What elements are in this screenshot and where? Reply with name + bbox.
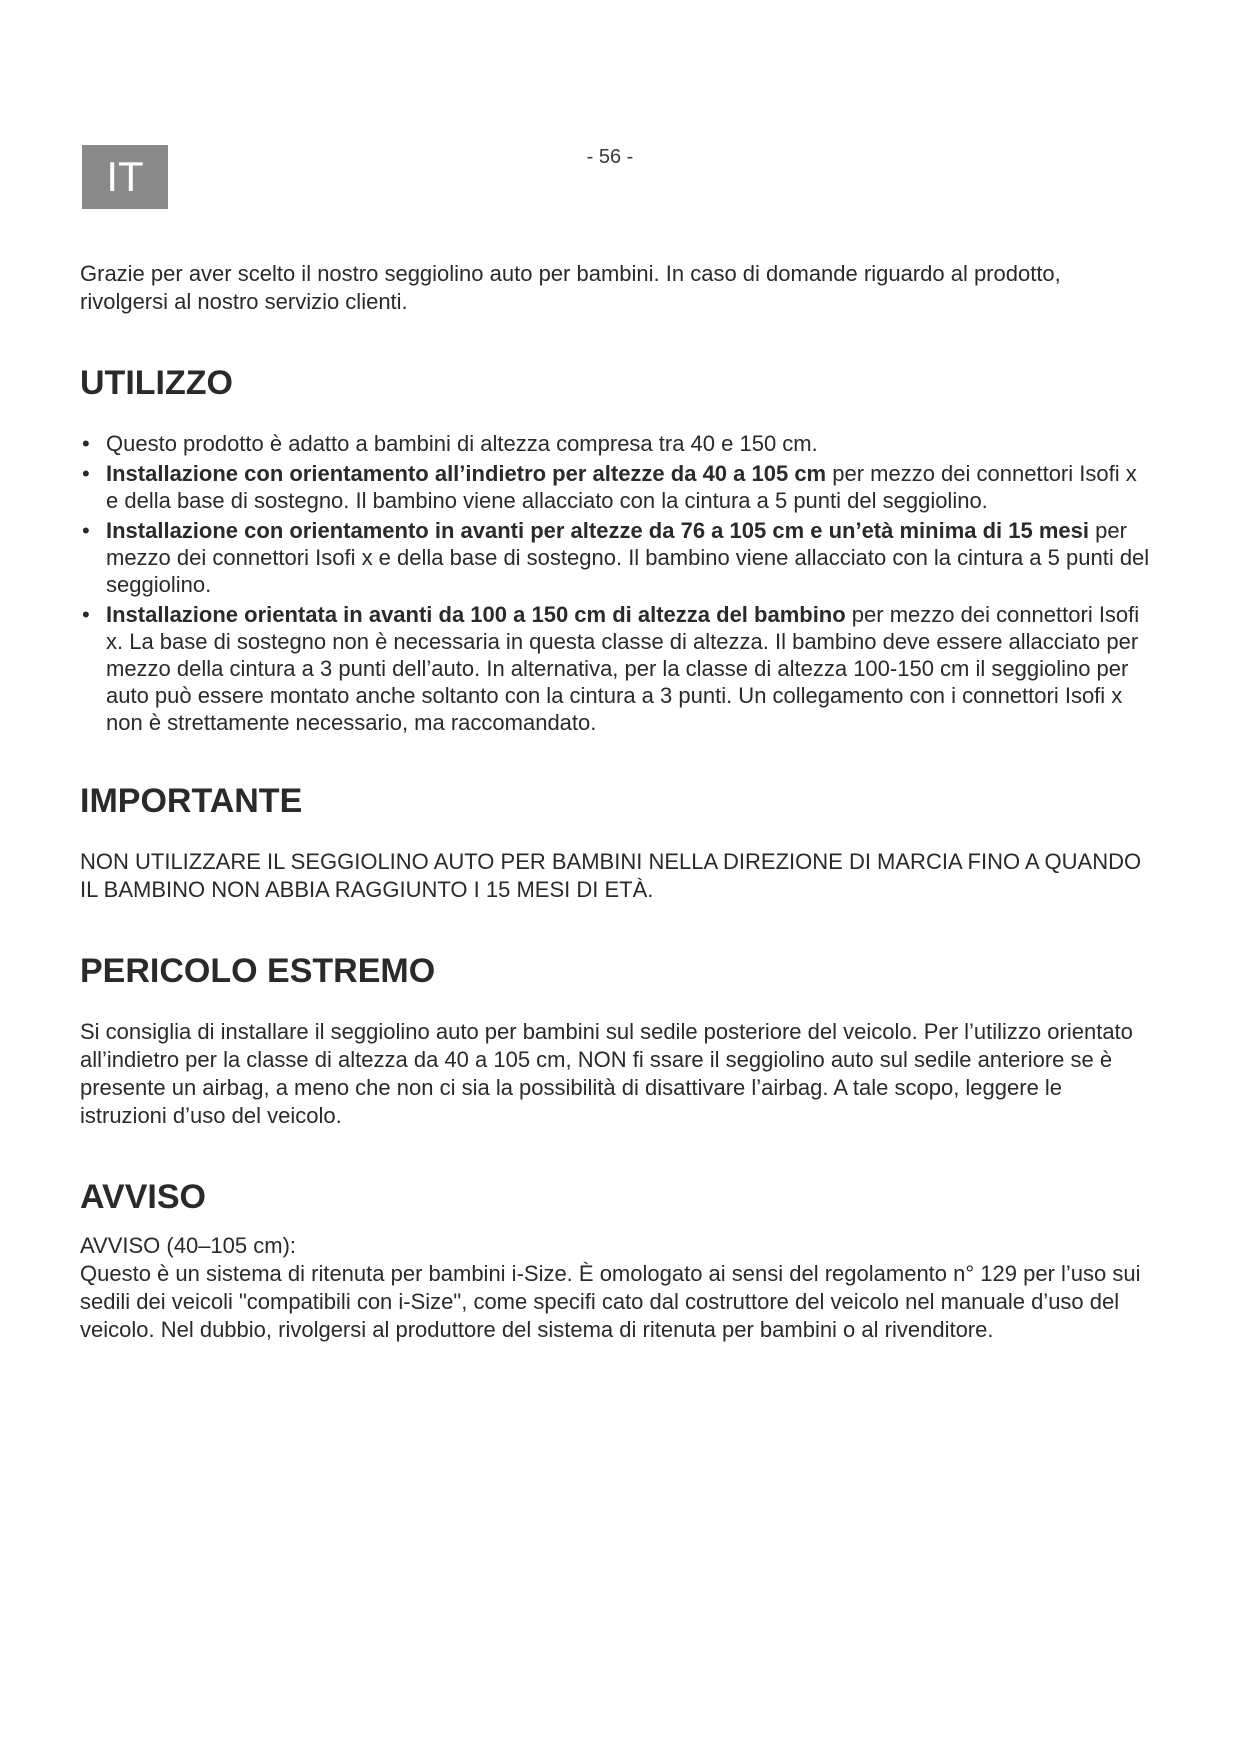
list-item [80,430,1152,457]
document-body [80,260,1152,1344]
section-title-importante: IMPORTANTE [80,782,303,820]
list-item-text: Questo prodotto è adatto a bambini di altezza compresa tra 40 e 150 cm. [106,431,818,456]
list-item-bold: Installazione con orientamento in avanti per altezze da 76 a 105 cm e un’età minima di 15 mesi [106,518,1090,543]
pericolo-text: Si consiglia di installare il seggiolino auto per bambini sul sedile posteriore del veicolo. Per l’utilizzo orientato all’indietro per la classe di altezza da 40 a 105 cm, NON fi ssare il seggiolino auto sul sedile anteriore se è presente un airbag, a meno che non ci sia la possibilità di disattivare l’airbag. A tale scopo, leggere le istruzioni d’uso del veicolo. [80,1019,1133,1128]
avviso-subtitle: AVVISO (40–105 cm): [80,1233,297,1258]
list-item [80,517,1152,598]
list-item-bold: Installazione orientata in avanti da 100 a 150 cm di altezza del bambino [106,602,846,627]
section-title-pericolo: PERICOLO ESTREMO [80,952,436,990]
list-item-bold: Installazione con orientamento all’indietro per altezze da 40 a 105 cm [106,461,827,486]
avviso-text: Questo è un sistema di ritenuta per bambini i-Size. È omologato ai sensi del regolamento n° 129 per l’uso sui sedili dei veicoli "compatibili con i-Size", come specifi cato dal costruttore del veicolo nel manuale d’uso del veicolo. Nel dubbio, rivolgersi al produttore del sistema di ritenuta per bambini o al rivenditore. [80,1261,1141,1342]
list-item-text: per mezzo dei connettori Isofi x. La base di sostegno non è necessaria in questa classe di altezza. Il bambino deve essere allacciato per mezzo della cintura a 3 punti dell’auto. In alternativa, per la classe di altezza 100-150 cm il seggiolino per auto può essere montato anche soltanto con la cintura a 3 punti. Un collegamento con i connettori Isofi x non è strettamente necessario, ma raccomandato. [106,602,1140,735]
list-item [80,601,1152,736]
importante-text: NON UTILIZZARE IL SEGGIOLINO AUTO PER BAMBINI NELLA DIREZIONE DI MARCIA FINO A QUANDO IL BAMBINO NON ABBIA RAGGIUNTO I 15 MESI DI ETÀ. [80,849,1142,902]
section-title-utilizzo: UTILIZZO [80,364,233,402]
list-item [80,460,1152,514]
intro-paragraph: Grazie per aver scelto il nostro seggiolino auto per bambini. In caso di domande riguardo al prodotto, rivolgersi al nostro servizio clienti. [80,261,1061,314]
utilizzo-list [80,430,1152,736]
list-item-text: per mezzo dei connettori Isofi x e della base di sostegno. Il bambino viene allacciato con la cintura a 5 punti del seggiolino. [106,518,1150,597]
list-item-text: per mezzo dei connettori Isofi x e della base di sostegno. Il bambino viene allacciato con la cintura a 5 punti del seggiolino. [106,461,1137,513]
page-number: - 56 - [586,146,634,168]
section-title-avviso: AVVISO [80,1178,206,1216]
avviso-block [80,1232,1152,1344]
language-badge: IT [82,145,168,209]
